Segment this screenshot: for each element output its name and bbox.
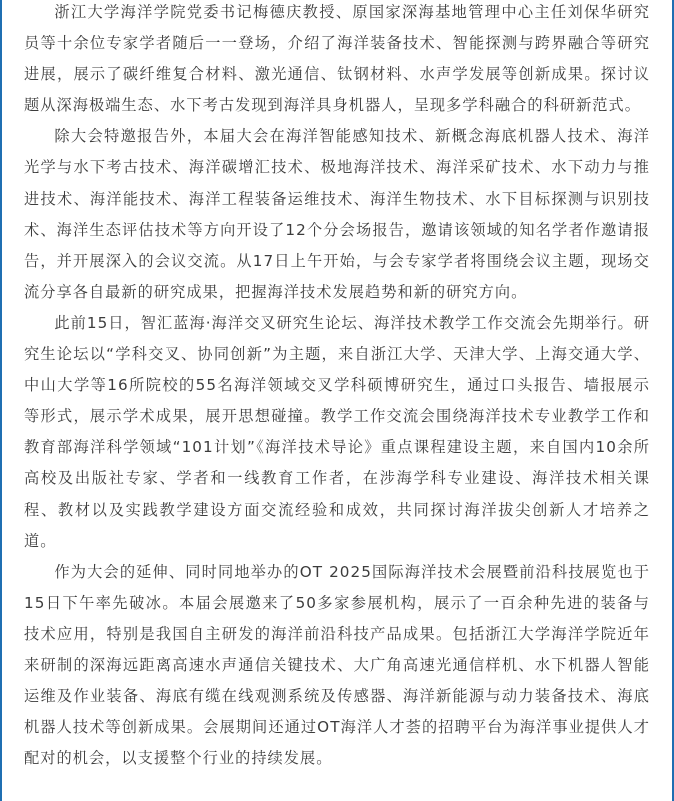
paragraph-experts: 浙江大学海洋学院党委书记梅德庆教授、原国家深海基地管理中心主任刘保华研究员等十余位专家学者随后一一登场，介绍了海洋装备技术、智能探测与跨界融合等研究进展，展示了碳纤维复合材料、激光通信、钛钢材料、水声学发展等创新成果。探讨议题从深海极端生态、水下考古发现到海洋具身机器人，呈现多学科融合的科研新范式。 bbox=[24, 3, 650, 115]
article-body bbox=[24, 0, 650, 774]
paragraph-forum: 此前15日，智汇蓝海·海洋交叉研究生论坛、海洋技术教学工作交流会先期举行。研究生论坛以“学科交叉、协同创新”为主题，来自浙江大学、天津大学、上海交通大学、中山大学等16所院校的55名海洋领域交叉学科硕博研究生，通过口头报告、墙报展示等形式，展示学术成果，展开思想碰撞。教学工作交流会围绕海洋技术专业教学工作和教育部海洋科学领域“101计划”《海洋技术导论》重点课程建设主题，来自国内10余所高校及出版社专家、学者和一线教育工作者，在涉海学科专业建设、海洋技术相关课程、教材以及实践教学建设方面交流经验和成效，共同探讨海洋拔尖创新人才培养之道。 bbox=[24, 313, 651, 550]
paragraph-exhibition: 作为大会的延伸、同时同地举办的OT 2025国际海洋技术会展暨前沿科技展览也于15日下午率先破冰。本届会展邀来了50多家参展机构，展示了一百余种先进的装备与技术应用，特别是我国自主研发的海洋前沿科技产品成果。包括浙江大学海洋学院近年来研制的深海远距离高速水声通信关键技术、大广角高速光通信样机、水下机器人智能运维及作业装备、海底有缆在线观测系统及传感器、海洋新能源与动力装备技术、海底机器人技术等创新成果。会展期间还通过OT海洋人才荟的招聘平台为海洋事业提供人才配对的机会，以支援整个行业的持续发展。 bbox=[24, 562, 650, 768]
paragraph-sessions: 除大会特邀报告外，本届大会在海洋智能感知技术、新概念海底机器人技术、海洋光学与水下考古技术、海洋碳增汇技术、极地海洋技术、海洋采矿技术、水下动力与推进技术、海洋能技术、海洋工程装备运维技术、海洋生物技术、水下目标探测与识别技术、海洋生态评估技术等方向开设了12个分会场报告，邀请该领域的知名学者作邀请报告，并开展深入的会议交流。从17日上午开始，与会专家学者将围绕会议主题，现场交流分享各自最新的研究成果，把握海洋技术发展趋势和新的研究方向。 bbox=[24, 127, 650, 301]
